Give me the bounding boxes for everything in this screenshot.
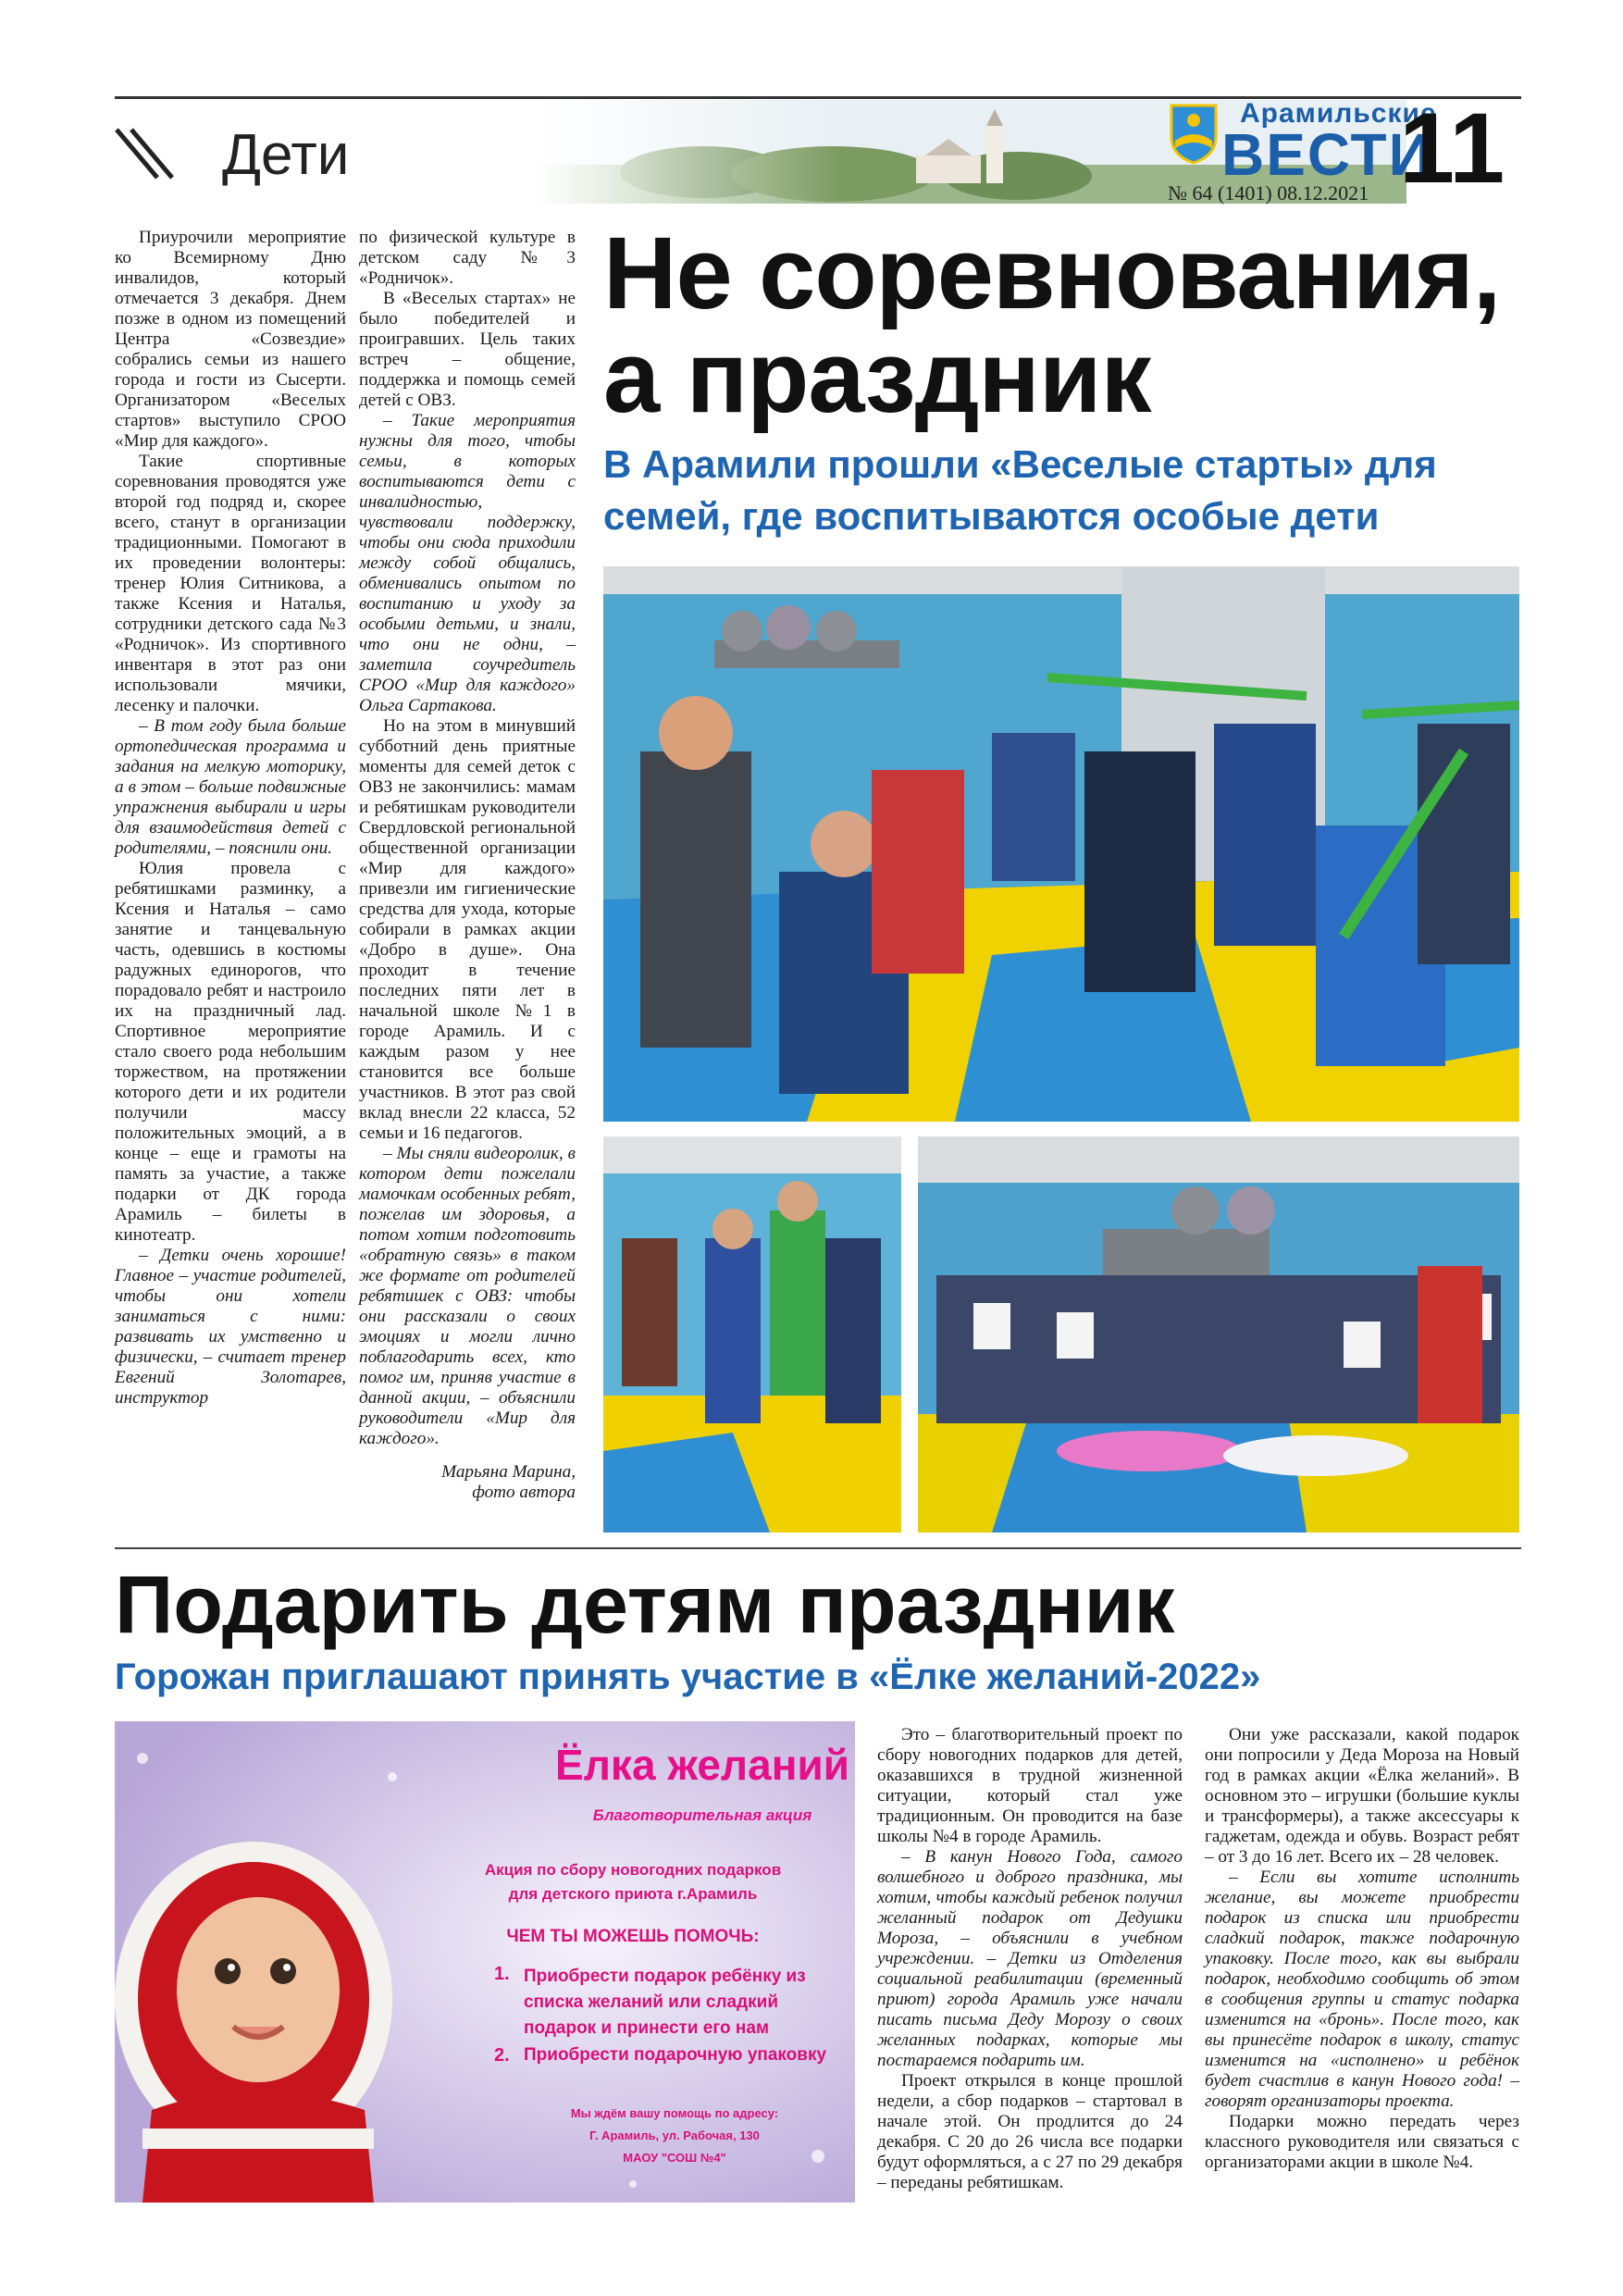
poster-address-line: Мы ждём вашу помощь по адресу: [570, 2106, 779, 2120]
paragraph: Но на этом в минувший субботний день приятные моменты для семей деток с ОВЗ не закончились: мамам и ребятишкам руководители Свердловской региональной общественной организации «Мир для каждого» привезли им гигиенические средства для ухода, которые собирали в рамках акции «Добро в душе». Она проходит в течение последних пяти лет в начальной школе №1 в городе Арамиль. И с каждым разом у нее становится все больше участников. В этот раз свой вклад внесли 22 класса, 52 семьи и 16 педагогов. [359, 716, 576, 1143]
paragraph: Приурочили мероприятие ко Всемирному Дню инвалидов, который отмечается 3 декабря. Днем позже в одном из помещений Центра «Созвездие» собрались семьи из нашего города и гости из Сысерти. Организатором «Веселых стартов» выступило СРОО «Мир для каждого». [115, 228, 346, 451]
quote-paragraph: – В канун Нового Года, самого волшебного и доброго праздника, мы хотим, чтобы каждый ребенок получил желанный подарок от Дедушки Мороза, – объяснили в учебном учреждении. – Детки из Отделения социальной реабилитации (временный приют) города Арамиль уже начали писать письма Деду Морозу о своих желанных подарках, которые мы постараемся подарить им. [877, 1847, 1183, 2070]
elka-zhelaniy-poster [115, 1721, 855, 2203]
paragraph: Проект открылся в конце прошлой недели, а сбор подарков – стартовал в начале этой. Он продлится до 24 декабря. С 20 до 26 числа все подарки будут оформляться, а с 27 по 29 декабря – переданы ребятишкам. [877, 2071, 1183, 2192]
article2-headline: Подарить детям праздник [115, 1558, 1175, 1650]
photo-credit: фото автора [472, 1483, 576, 1502]
article2-column-1 [877, 1725, 1183, 2193]
quote-paragraph: – Мы сняли видеоролик, в котором дети пожелали мамочкам особенных ребят, пожелав им здоровья, а потом хотим подготовить «обратную связь» в таком же формате от родителей ребятишек с ОВЗ: чтобы они рассказали о своих эмоциях и могли лично поблагодарить всех, кто помог им, приняв участие в данной акции, – объяснили руководители «Мир для каждого». [359, 1144, 576, 1448]
section-slash-icon [115, 126, 189, 181]
poster-item-number: 1. [494, 1964, 510, 1984]
poster-action-text [411, 1858, 855, 1906]
town-coat-of-arms-icon [1168, 100, 1220, 165]
poster-title: Ёлка желаний [554, 1741, 850, 1789]
poster-help-header: ЧЕМ ТЫ МОЖЕШЬ ПОМОЧЬ: [506, 1927, 760, 1946]
poster-address [503, 2103, 846, 2169]
article1-subheadline: В Арамили прошли «Веселые старты» для семей, где воспитываются особые дети [603, 442, 1437, 538]
author-name: Марьяна Марина, [441, 1462, 576, 1482]
poster-line: Акция по сбору новогодних подарков [484, 1861, 782, 1879]
paragraph: Они уже рассказали, какой подарок они попросили у Деда Мороза на Новый год в рамках акции «Ёлка желаний». В основном это – игрушки (большие куклы и трансформеры), а также аксессуары к гаджетам, одежда и обувь. Возраст ребят – от 3 до 16 лет. Всего их – 28 человек. [1205, 1725, 1519, 1867]
byline [359, 1462, 576, 1503]
section-rubric: Дети [222, 123, 350, 187]
poster-item-1: Приобрести подарок ребёнку из списка желаний или сладкий подарок и принести его нам [524, 1967, 806, 2038]
article1-column-1 [115, 228, 346, 1409]
poster-line: для детского приюта г.Арамиль [508, 1885, 758, 1903]
paragraph: В «Веселых стартах» не было победителей и проигравших. Цель таких встреч – общение, поддержка и помощь семей детей с ОВЗ. [359, 289, 576, 410]
poster-subtitle: Благотворительная акция [592, 1806, 812, 1824]
article1-headline: Не соревнования, а праздник [603, 217, 1501, 434]
quote-paragraph: – В том году была больше ортопедическая программа и задания на мелкую моторику, а в этом – больше подвижные упражнения выбирали и игры для взаимодействия детей с родителями, – пояснили они. [115, 716, 346, 858]
article2-subheadline: Горожан приглашают принять участие в «Ёлке желаний-2022» [115, 1657, 1261, 1697]
photo-children-with-mascots [603, 1136, 901, 1533]
poster-address-line: Г. Арамиль, ул. Рабочая, 130 [589, 2128, 760, 2142]
photo-group-with-certificates [918, 1136, 1519, 1533]
main-photo-gym-exercise [603, 566, 1519, 1122]
section-divider [115, 1547, 1521, 1549]
logo-subtitle: Арамильские [1240, 98, 1437, 129]
article1-column-2 [359, 228, 576, 1503]
poster-item-2: Приобрести подарочную упаковку [524, 2045, 827, 2065]
paragraph: Юлия провела с ребятишками разминку, а Ксения и Наталья – само занятие и танцевальную часть, одевшись в костюмы радужных единорогов, что порадовало ребят и настроило их на праздничный лад. Спортивное мероприятие стало своего рода небольшим торжеством, на протяжении которого дети и их родители получили массу положительных эмоций, а в конце – еще и грамоты на память за участие, а также подарки от ДК города Арамиль – билеты в кинотеатр. [115, 859, 346, 1245]
paragraph: Это – благотворительный проект по сбору новогодних подарков для детей, оказавшихся в трудной жизненной ситуации, который стал уже традиционным. Он проводится на базе школы №4 в городе Арамиль. [877, 1725, 1183, 1846]
page-number: 11 [1399, 92, 1505, 204]
quote-paragraph: – Детки очень хорошие! Главное – участие родителей, чтобы они хотели заниматься с ними: развивать их умственно и физически, – считает тренер Евгений Золотарев, инструктор [115, 1246, 346, 1408]
article2-column-2 [1205, 1725, 1519, 2173]
paragraph: Такие спортивные соревнования проводятся уже второй год подряд и, скорее всего, станут в организации традиционными. Помогают в их проведении волонтеры: тренер Юлия Ситникова, а также Ксения и Наталья, сотрудники детского сада №3 «Родничок». Из спортивного инвентаря в этот раз они использовали мячики, лесенку и палочки. [115, 452, 346, 715]
logo-title: ВЕСТИ [1221, 121, 1433, 188]
paragraph: по физической культуре в детском саду №3 «Родничок». [359, 228, 576, 288]
poster-item-number: 2. [494, 2045, 510, 2066]
poster-address-line: МАОУ "СОШ №4" [623, 2151, 726, 2165]
issue-info: № 64 (1401) 08.12.2021 [1168, 181, 1369, 205]
paragraph: Подарки можно передать через классного руководителя или связаться с организаторами акции в школе №4. [1205, 2112, 1519, 2172]
quote-paragraph: – Такие мероприятия нужны для того, чтобы семьи, в которых воспитываются дети с инвалидностью, чувствовали поддержку, чтобы они сюда приходили между собой общались, обменивались опытом по воспитанию и уходу за особыми детьми, и знали, что они не одни, – заметила соучредитель СРОО «Мир для каждого» Ольга Сартакова. [359, 411, 576, 715]
quote-paragraph: – Если вы хотите исполнить желание, вы можете приобрести подарок из списка или приобрести сладкий подарок, также подарочную упаковку. После того, как вы выбрали подарок, необходимо сообщить об этом в сообщения группы и статус подарка изменится на «бронь». После того, как вы принесёте подарок в школу, статус изменится на «исполнено» и ребёнок будет счастлив в канун Нового года! – говорят организаторы проекта. [1205, 1868, 1519, 2111]
